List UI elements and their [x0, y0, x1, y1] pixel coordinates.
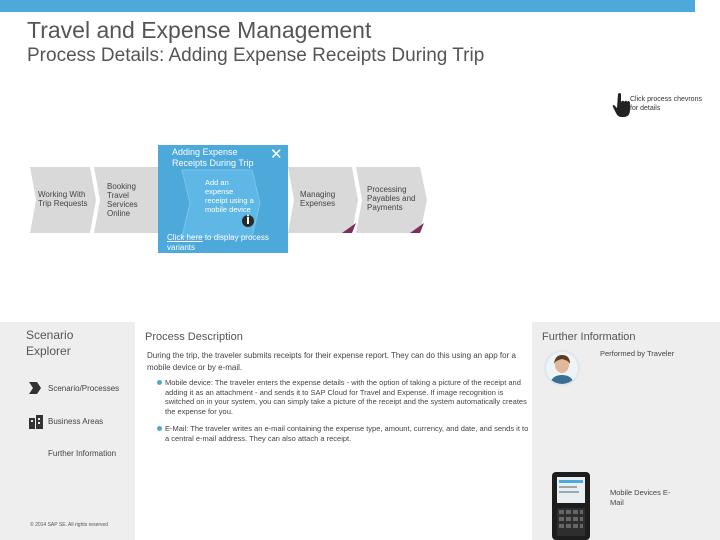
- top-accent-bar: [0, 0, 695, 12]
- popup-title: Adding Expense Receipts During Trip: [172, 147, 254, 168]
- scenario-explorer: [0, 322, 135, 540]
- bullet-text-mobile: Mobile device: The traveler enters the expense details - with the option of taking a picture of the receipt and adding it as an attachment - and sends it to SAP Cloud for Travel and Expense. If image recognition is switched on in your system, you can simply take a picture of the receipt and the system automatically creates the expense for you.: [165, 378, 527, 416]
- variants-text: [167, 233, 287, 253]
- bullet-dot: [157, 380, 162, 385]
- page-title: Travel and Expense Management: [27, 17, 372, 43]
- description-intro: During the trip, the traveler submits receipts for their expense report. They can do this using an app for a mobile device or by e-mail.: [147, 351, 516, 372]
- sub-step-label[interactable]: Add an expense receipt using a mobile device: [205, 178, 254, 214]
- performed-by-text: Performed by Traveler: [600, 349, 675, 358]
- further-information-panel: [532, 322, 720, 540]
- process-description: [135, 322, 532, 540]
- step-2-label[interactable]: Booking Travel Services Online: [107, 182, 138, 218]
- page-subtitle: Process Details: Adding Expense Receipts During Trip: [27, 45, 485, 66]
- hint-text: Click process chevrons for details: [630, 96, 702, 112]
- description-bullet-email: [165, 424, 531, 443]
- description-title: Process Description: [145, 331, 243, 343]
- close-icon[interactable]: ✕: [270, 146, 283, 163]
- person-icon: [546, 352, 578, 384]
- nav-label-scenario-processes: Scenario/Processes: [48, 384, 120, 393]
- variants-link[interactable]: Click here: [167, 233, 203, 242]
- description-bullet-mobile: [165, 378, 531, 416]
- mobile-device-icon: [552, 472, 590, 540]
- bullet-dot: [157, 426, 162, 431]
- avatar: [544, 350, 580, 386]
- copyright: © 2014 SAP SE. All rights reserved: [30, 522, 109, 528]
- nav-label-further-information: Further Information: [48, 449, 117, 458]
- step-4-label[interactable]: Processing Payables and Payments: [367, 185, 416, 212]
- devices-text: Mobile Devices E-Mail: [610, 488, 671, 507]
- nav-label-business-areas: Business Areas: [48, 417, 104, 426]
- hand-pointer-icon: [612, 92, 630, 118]
- explorer-title: Scenario Explorer: [26, 328, 74, 358]
- step-3-label[interactable]: Managing Expenses: [300, 190, 336, 208]
- bullet-text-email: E-Mail: The traveler writes an e-mail containing the expense type, amount, currency, and date, and sends it to a central e-mail address. They can also attach a receipt.: [165, 424, 529, 443]
- building-icon: [29, 415, 43, 429]
- variants-description: to display process variants: [167, 233, 269, 252]
- further-info-title: Further Information: [542, 331, 636, 343]
- scenario-icon: [29, 382, 43, 394]
- nav-item-further-information[interactable]: [48, 449, 116, 458]
- process-flow: [30, 145, 430, 265]
- step-1-label[interactable]: Working With Trip Requests: [38, 190, 88, 208]
